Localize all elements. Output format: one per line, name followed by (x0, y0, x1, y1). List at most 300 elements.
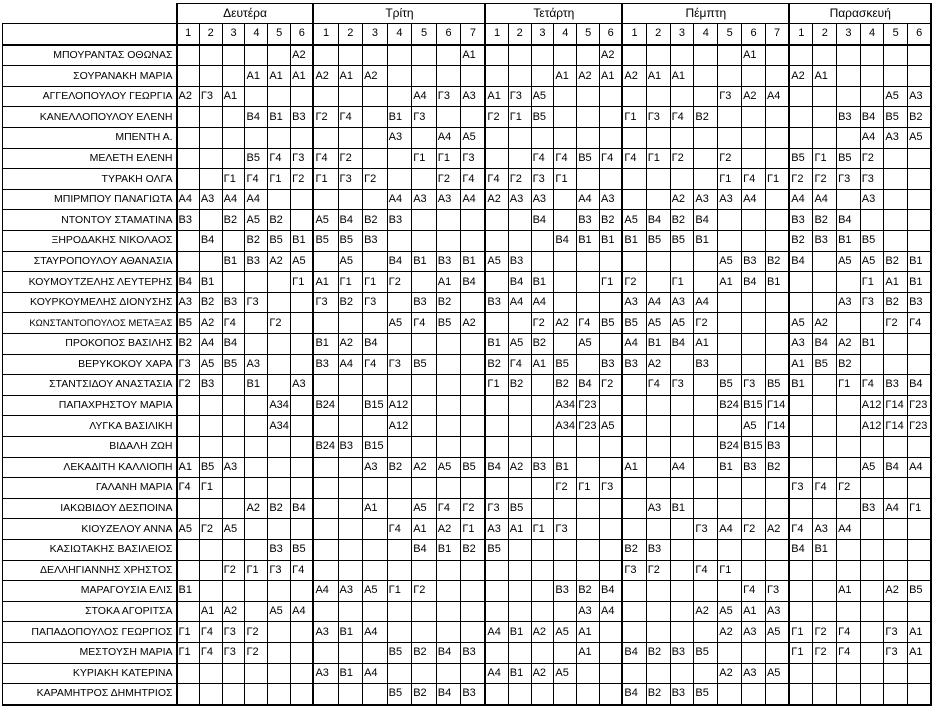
schedule-cell (245, 416, 268, 437)
schedule-cell (694, 148, 718, 169)
schedule-cell (600, 107, 623, 128)
schedule-cell (908, 539, 932, 560)
schedule-cell (670, 416, 694, 437)
schedule-cell (461, 581, 486, 602)
schedule-cell: Γ2 (291, 169, 314, 190)
schedule-cell (742, 66, 766, 87)
schedule-cell: Α1 (531, 354, 554, 375)
schedule-cell: Α4 (363, 622, 388, 643)
schedule-cell (908, 601, 932, 622)
schedule-cell: Α3 (646, 498, 670, 519)
schedule-cell (718, 292, 742, 313)
schedule-cell: Β1 (600, 231, 623, 252)
schedule-cell (577, 519, 600, 540)
schedule-cell (222, 231, 245, 252)
schedule-cell: Γ4 (789, 519, 813, 540)
schedule-cell (600, 519, 623, 540)
schedule-cell (765, 128, 789, 149)
schedule-cell: Β3 (908, 292, 932, 313)
schedule-cell (199, 251, 222, 272)
schedule-cell (291, 354, 314, 375)
schedule-cell (199, 148, 222, 169)
schedule-cell (765, 107, 789, 128)
teacher-row (3, 334, 932, 355)
schedule-cell: Β1 (485, 334, 508, 355)
schedule-cell (860, 581, 884, 602)
teacher-row (3, 395, 932, 416)
schedule-cell: Β5 (694, 684, 718, 705)
schedule-cell (531, 416, 554, 437)
schedule-cell (222, 375, 245, 396)
schedule-cell: Γ3 (742, 375, 766, 396)
schedule-cell: Γ2 (245, 622, 268, 643)
schedule-cell (718, 231, 742, 252)
schedule-cell (412, 663, 437, 684)
schedule-cell: Β3 (313, 354, 338, 375)
schedule-cell (363, 107, 388, 128)
schedule-cell (718, 107, 742, 128)
schedule-cell (508, 148, 531, 169)
schedule-cell: Β2 (837, 354, 861, 375)
schedule-cell: Α1 (577, 642, 600, 663)
schedule-cell (461, 107, 486, 128)
schedule-cell: Α4 (313, 581, 338, 602)
schedule-cell: Γ4 (412, 313, 437, 334)
schedule-cell: Α5 (860, 457, 884, 478)
schedule-cell (245, 313, 268, 334)
schedule-cell (837, 45, 861, 66)
schedule-cell: Β3 (461, 642, 486, 663)
schedule-cell (622, 86, 646, 107)
schedule-cell (577, 560, 600, 581)
schedule-cell (622, 519, 646, 540)
schedule-cell (363, 86, 388, 107)
timetable-container (2, 3, 932, 706)
schedule-cell (742, 292, 766, 313)
schedule-cell: Β5 (860, 231, 884, 252)
schedule-cell (508, 581, 531, 602)
schedule-cell: Α3 (577, 601, 600, 622)
period-number: 6 (600, 24, 623, 45)
schedule-cell (508, 395, 531, 416)
schedule-cell: Β5 (245, 148, 268, 169)
schedule-cell: Α1 (245, 66, 268, 87)
schedule-cell (363, 642, 388, 663)
schedule-cell: Γ1 (789, 642, 813, 663)
schedule-cell: Α4 (813, 189, 837, 210)
schedule-cell: Β5 (884, 107, 908, 128)
schedule-cell (884, 478, 908, 499)
schedule-cell (485, 66, 508, 87)
schedule-cell: Β3 (199, 375, 222, 396)
schedule-cell: Γ3 (291, 148, 314, 169)
schedule-cell: Β1 (268, 107, 291, 128)
schedule-cell (387, 375, 412, 396)
schedule-cell (531, 684, 554, 705)
schedule-cell (884, 210, 908, 231)
schedule-cell: Α5 (718, 251, 742, 272)
schedule-cell (485, 436, 508, 457)
schedule-cell: Α1 (291, 66, 314, 87)
schedule-cell (884, 169, 908, 190)
schedule-cell (908, 66, 932, 87)
schedule-cell: Α5 (268, 601, 291, 622)
schedule-cell: Γ2 (742, 519, 766, 540)
schedule-cell: Β1 (338, 663, 363, 684)
schedule-cell: Β2 (508, 375, 531, 396)
schedule-cell (670, 581, 694, 602)
schedule-cell (789, 416, 813, 437)
schedule-cell (694, 436, 718, 457)
schedule-cell: Α3 (600, 189, 623, 210)
schedule-cell (268, 642, 291, 663)
schedule-cell: Γ4 (199, 642, 222, 663)
schedule-cell: Β4 (436, 684, 461, 705)
schedule-cell (363, 478, 388, 499)
schedule-cell (646, 478, 670, 499)
schedule-cell: Γ3 (765, 581, 789, 602)
period-number: 4 (554, 24, 577, 45)
schedule-cell (765, 334, 789, 355)
schedule-cell (837, 684, 861, 705)
day-header: Δευτέρα (177, 4, 314, 24)
schedule-cell: Β5 (837, 148, 861, 169)
schedule-cell (742, 313, 766, 334)
schedule-cell (860, 478, 884, 499)
schedule-cell: Γ2 (718, 148, 742, 169)
schedule-cell (268, 622, 291, 643)
schedule-cell: Α2 (646, 354, 670, 375)
schedule-cell: Β4 (222, 334, 245, 355)
schedule-cell (742, 560, 766, 581)
schedule-cell: Β5 (222, 354, 245, 375)
schedule-cell (436, 210, 461, 231)
schedule-cell: Γ3 (718, 86, 742, 107)
schedule-cell (436, 601, 461, 622)
schedule-cell: Β1 (291, 231, 314, 252)
schedule-cell (291, 86, 314, 107)
schedule-cell: Α2 (600, 45, 623, 66)
schedule-cell (199, 128, 222, 149)
schedule-cell (531, 251, 554, 272)
schedule-cell (646, 169, 670, 190)
schedule-cell (600, 86, 623, 107)
schedule-cell (813, 86, 837, 107)
schedule-cell: Α1 (908, 622, 932, 643)
schedule-cell (646, 251, 670, 272)
schedule-cell (531, 395, 554, 416)
schedule-cell: Β5 (338, 231, 363, 252)
schedule-cell (837, 272, 861, 293)
schedule-cell: Β1 (554, 457, 577, 478)
schedule-cell (742, 231, 766, 252)
schedule-cell (670, 601, 694, 622)
schedule-cell: Α3 (531, 189, 554, 210)
schedule-cell: Γ4 (387, 519, 412, 540)
schedule-cell: Γ4 (268, 148, 291, 169)
schedule-cell (860, 210, 884, 231)
schedule-cell: Γ3 (554, 519, 577, 540)
schedule-cell (412, 45, 437, 66)
schedule-cell (860, 313, 884, 334)
schedule-cell: Α2 (363, 66, 388, 87)
schedule-cell (718, 354, 742, 375)
schedule-cell (860, 86, 884, 107)
schedule-cell (718, 128, 742, 149)
schedule-cell: Α3 (837, 292, 861, 313)
teacher-row (3, 313, 932, 334)
schedule-cell (765, 684, 789, 705)
schedule-cell: Β4 (600, 581, 623, 602)
schedule-cell: Γ3 (884, 622, 908, 643)
schedule-cell (742, 334, 766, 355)
schedule-cell: Β5 (485, 539, 508, 560)
teacher-row (3, 457, 932, 478)
schedule-cell: Α2 (554, 313, 577, 334)
schedule-cell: Β3 (531, 457, 554, 478)
schedule-cell: Α12 (860, 416, 884, 437)
schedule-cell (813, 395, 837, 416)
schedule-cell: Γ1 (908, 498, 932, 519)
schedule-cell (908, 519, 932, 540)
schedule-cell (646, 601, 670, 622)
schedule-cell (554, 498, 577, 519)
schedule-cell: Α5 (600, 416, 623, 437)
schedule-cell: Α3 (508, 189, 531, 210)
teacher-row (3, 292, 932, 313)
schedule-cell (485, 231, 508, 252)
schedule-cell: Β3 (694, 354, 718, 375)
schedule-cell: Α2 (436, 519, 461, 540)
schedule-cell: Β5 (177, 313, 200, 334)
schedule-cell: Γ1 (199, 478, 222, 499)
schedule-cell (387, 334, 412, 355)
corner-cell (3, 24, 177, 45)
schedule-cell: Α3 (461, 86, 486, 107)
schedule-cell: Α4 (508, 292, 531, 313)
schedule-cell: Α1 (718, 272, 742, 293)
schedule-cell: Α5 (412, 498, 437, 519)
schedule-cell (268, 128, 291, 149)
teacher-name: ΣΤΑΥΡΟΠΟΥΛΟΥ ΑΘΑΝΑΣΙΑ (3, 251, 177, 272)
schedule-cell (742, 148, 766, 169)
schedule-cell (622, 601, 646, 622)
schedule-cell: Α5 (670, 313, 694, 334)
schedule-cell (436, 663, 461, 684)
schedule-cell (338, 128, 363, 149)
schedule-cell (718, 642, 742, 663)
schedule-cell (313, 539, 338, 560)
schedule-cell: Β4 (245, 107, 268, 128)
schedule-cell (600, 457, 623, 478)
schedule-cell (813, 107, 837, 128)
schedule-cell (577, 498, 600, 519)
schedule-cell (313, 45, 338, 66)
schedule-cell (291, 436, 314, 457)
teacher-name: ΜΕΣΤΟΥΣΗ ΜΑΡΙΑ (3, 642, 177, 663)
teacher-row (3, 354, 932, 375)
schedule-cell (908, 684, 932, 705)
schedule-cell: Α34 (554, 416, 577, 437)
schedule-cell (884, 334, 908, 355)
schedule-cell: Α4 (338, 354, 363, 375)
teacher-name: ΜΑΡΑΓΟΥΣΙΑ ΕΛΙΣ (3, 581, 177, 602)
schedule-cell (387, 86, 412, 107)
schedule-cell (338, 519, 363, 540)
teacher-name: ΚΟΥΡΚΟΥΜΕΛΗΣ ΔΙΟΝΥΣΗΣ (3, 292, 177, 313)
teacher-row (3, 642, 932, 663)
period-number: 5 (268, 24, 291, 45)
schedule-cell (670, 436, 694, 457)
schedule-cell (177, 66, 200, 87)
schedule-cell: Α2 (765, 519, 789, 540)
schedule-cell (199, 539, 222, 560)
schedule-cell (268, 292, 291, 313)
schedule-cell: Α1 (813, 66, 837, 87)
schedule-cell: Α5 (199, 354, 222, 375)
schedule-cell: Γ14 (884, 395, 908, 416)
schedule-cell: Β3 (670, 684, 694, 705)
schedule-cell: Β15 (742, 395, 766, 416)
schedule-cell (485, 581, 508, 602)
schedule-cell (577, 45, 600, 66)
schedule-cell: Γ1 (177, 642, 200, 663)
schedule-cell: Β4 (646, 210, 670, 231)
schedule-cell: Α4 (742, 189, 766, 210)
schedule-cell: Α1 (485, 86, 508, 107)
schedule-cell (694, 251, 718, 272)
schedule-cell (222, 272, 245, 293)
schedule-cell (363, 45, 388, 66)
teacher-row (3, 251, 932, 272)
schedule-cell: Γ2 (485, 107, 508, 128)
schedule-cell (461, 395, 486, 416)
schedule-cell: Γ3 (508, 86, 531, 107)
schedule-cell: Α1 (789, 354, 813, 375)
schedule-cell: Α3 (765, 601, 789, 622)
schedule-cell (765, 66, 789, 87)
schedule-cell: Α1 (600, 66, 623, 87)
schedule-cell: Β5 (718, 375, 742, 396)
schedule-cell: Β3 (461, 684, 486, 705)
schedule-cell: Α2 (461, 313, 486, 334)
schedule-cell (554, 272, 577, 293)
schedule-cell: Α1 (199, 601, 222, 622)
schedule-cell: Α34 (268, 416, 291, 437)
schedule-cell: Β2 (199, 292, 222, 313)
schedule-cell: Α5 (789, 313, 813, 334)
schedule-cell: Α4 (765, 86, 789, 107)
schedule-cell: Α12 (387, 395, 412, 416)
schedule-cell (646, 86, 670, 107)
schedule-cell (884, 45, 908, 66)
schedule-cell (884, 601, 908, 622)
schedule-cell (694, 375, 718, 396)
period-number: 6 (436, 24, 461, 45)
schedule-cell: Β3 (813, 231, 837, 252)
schedule-cell (765, 354, 789, 375)
schedule-cell: Α2 (837, 334, 861, 355)
period-number: 1 (789, 24, 813, 45)
schedule-cell (813, 457, 837, 478)
teacher-name: ΠΡΟΚΟΠΟΣ ΒΑΣΙΛΗΣ (3, 334, 177, 355)
schedule-cell: Α2 (199, 313, 222, 334)
schedule-cell: Β3 (742, 251, 766, 272)
schedule-cell (789, 560, 813, 581)
schedule-cell: Γ3 (485, 498, 508, 519)
schedule-cell: Β15 (363, 436, 388, 457)
schedule-cell (222, 45, 245, 66)
schedule-cell: Β4 (670, 334, 694, 355)
schedule-cell (718, 539, 742, 560)
schedule-cell (245, 45, 268, 66)
schedule-cell (436, 416, 461, 437)
schedule-cell: Β4 (436, 642, 461, 663)
schedule-cell (789, 581, 813, 602)
schedule-cell (485, 416, 508, 437)
schedule-cell: Β3 (884, 375, 908, 396)
teacher-name: ΚΙΟΥΖΕΛΟΥ ΑΝΝΑ (3, 519, 177, 540)
schedule-cell (387, 601, 412, 622)
schedule-cell (268, 478, 291, 499)
schedule-cell (338, 478, 363, 499)
schedule-cell: Α2 (338, 334, 363, 355)
schedule-cell: Β3 (554, 581, 577, 602)
schedule-cell (531, 128, 554, 149)
schedule-cell (718, 210, 742, 231)
schedule-cell (622, 395, 646, 416)
schedule-cell (694, 395, 718, 416)
schedule-cell: Γ2 (813, 169, 837, 190)
schedule-cell: Γ1 (813, 148, 837, 169)
schedule-cell: Β1 (199, 272, 222, 293)
schedule-cell (199, 436, 222, 457)
schedule-cell (338, 375, 363, 396)
schedule-cell (531, 498, 554, 519)
schedule-cell (694, 457, 718, 478)
schedule-cell: Α4 (485, 663, 508, 684)
schedule-cell (363, 684, 388, 705)
schedule-cell (813, 292, 837, 313)
schedule-cell (313, 498, 338, 519)
schedule-cell (622, 581, 646, 602)
schedule-cell (600, 622, 623, 643)
schedule-cell: Α2 (485, 189, 508, 210)
schedule-cell (387, 560, 412, 581)
schedule-cell: Β5 (622, 313, 646, 334)
schedule-cell: Γ1 (338, 272, 363, 293)
schedule-cell (412, 601, 437, 622)
period-number: 1 (177, 24, 200, 45)
schedule-cell (313, 251, 338, 272)
schedule-cell: Α4 (646, 292, 670, 313)
schedule-cell: Β2 (622, 539, 646, 560)
schedule-cell (199, 684, 222, 705)
schedule-cell: Α5 (177, 519, 200, 540)
schedule-cell (694, 539, 718, 560)
schedule-cell: Α3 (436, 189, 461, 210)
schedule-cell (765, 292, 789, 313)
schedule-cell: Α12 (860, 395, 884, 416)
schedule-cell: Γ4 (531, 148, 554, 169)
teacher-row (3, 66, 932, 87)
schedule-cell: Β2 (485, 354, 508, 375)
schedule-cell (884, 189, 908, 210)
schedule-cell (577, 86, 600, 107)
teacher-row (3, 416, 932, 437)
schedule-cell: Β3 (338, 436, 363, 457)
teacher-row (3, 272, 932, 293)
